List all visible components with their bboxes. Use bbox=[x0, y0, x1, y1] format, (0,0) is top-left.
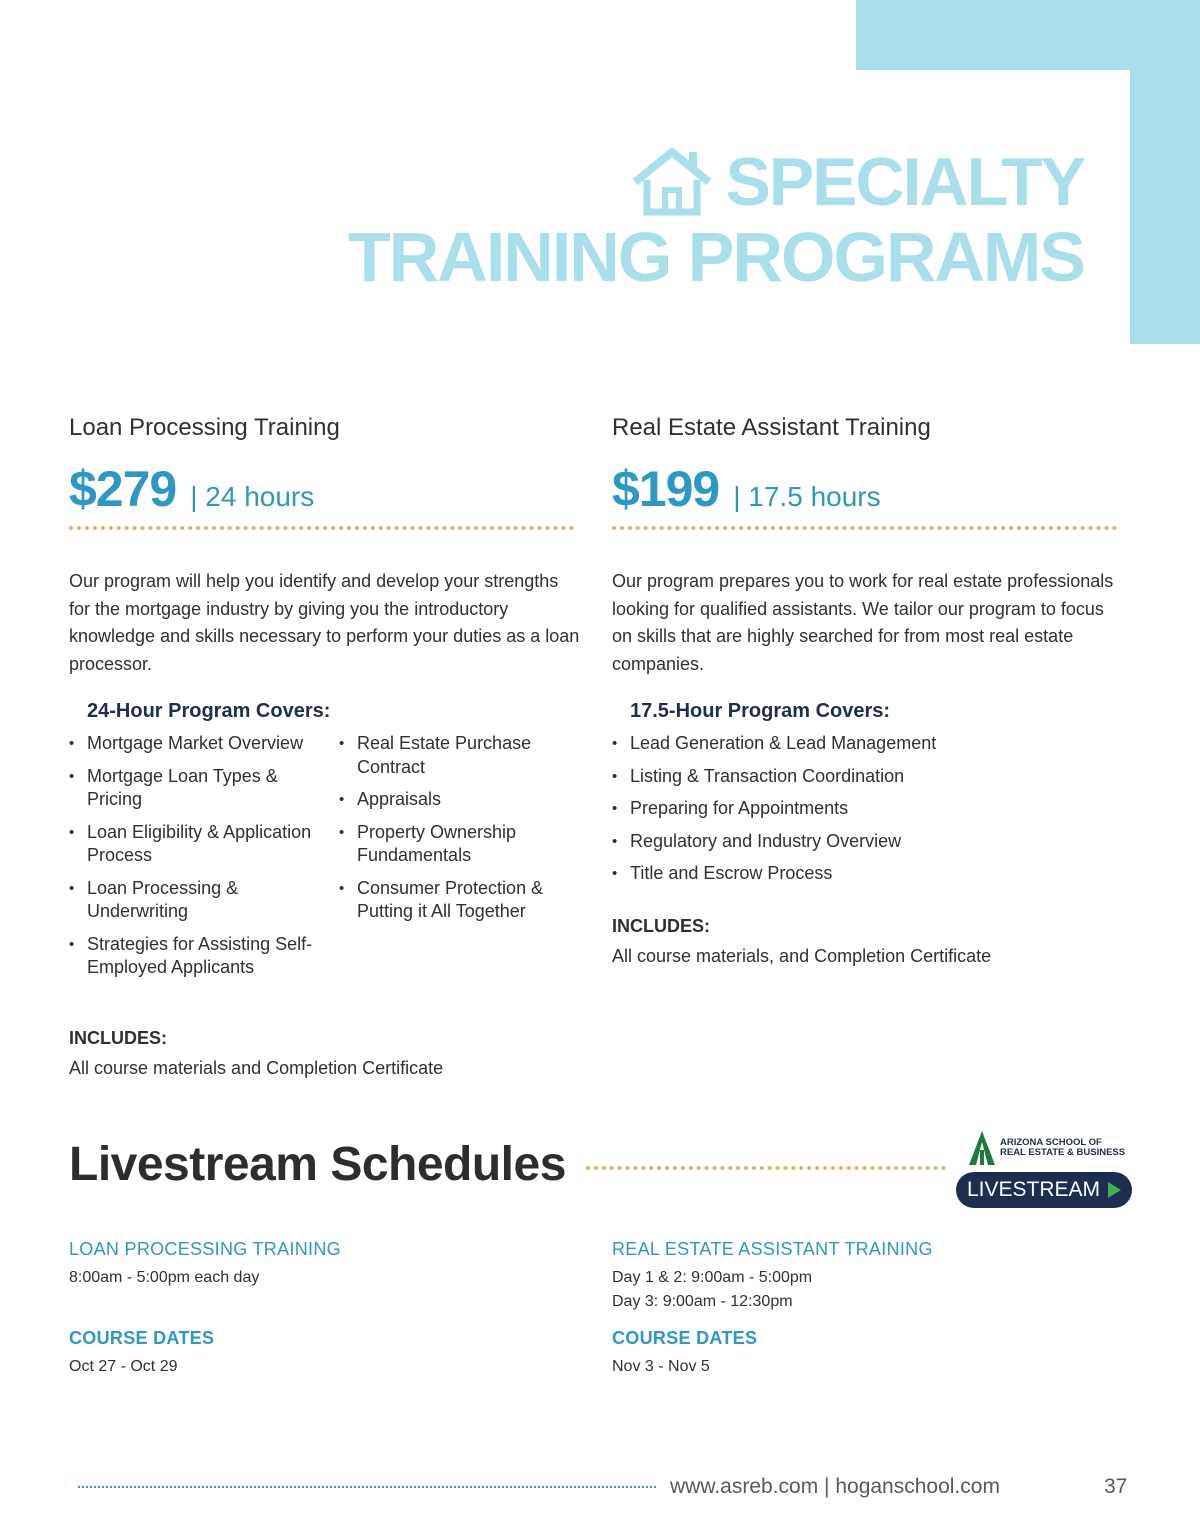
footer-website-links[interactable]: www.asreb.com | hoganschool.com bbox=[670, 1475, 1000, 1498]
list-item: • Regulatory and Industry Overview bbox=[612, 830, 1112, 854]
price-row bbox=[69, 460, 584, 518]
includes-label: INCLUDES: bbox=[612, 916, 710, 936]
play-icon bbox=[1108, 1182, 1121, 1198]
list-item: • Mortgage Loan Types & Pricing bbox=[69, 765, 319, 812]
includes-text: All course materials, and Completion Certificate bbox=[612, 946, 992, 966]
course-dates-label: COURSE DATES bbox=[612, 1328, 758, 1348]
course-dates-value: Oct 27 - Oct 29 bbox=[69, 1358, 178, 1375]
dotted-divider bbox=[612, 526, 1117, 530]
list-item: • Consumer Protection & Putting it All Together bbox=[339, 877, 574, 924]
schedule-time: 8:00am - 5:00pm each day bbox=[69, 1269, 260, 1286]
house-icon bbox=[629, 146, 715, 218]
decorative-band-right bbox=[1130, 0, 1200, 344]
program-description: Our program prepares you to work for real estate professionals looking for qualified assistants. We tailor our program to focus on skills that are highly searched for from most real estate companies. bbox=[612, 571, 1114, 674]
course-dates-loan bbox=[69, 1328, 214, 1379]
includes-block bbox=[612, 916, 991, 967]
course-dates-label: COURSE DATES bbox=[69, 1328, 215, 1348]
hours: | 24 hours bbox=[190, 481, 315, 512]
list-item: • Lead Generation & Lead Management bbox=[612, 732, 1112, 756]
list-item: • Loan Processing & Underwriting bbox=[69, 877, 319, 924]
loan-processing-section bbox=[69, 414, 584, 723]
course-dates-value: Nov 3 - Nov 5 bbox=[612, 1358, 710, 1375]
list-item: • Strategies for Assisting Self-Employed Applicants bbox=[69, 933, 319, 980]
includes-text: All course materials and Completion Certificate bbox=[69, 1058, 444, 1078]
covers-heading: 24-Hour Program Covers: bbox=[87, 700, 331, 722]
list-item: • Mortgage Market Overview bbox=[69, 732, 319, 756]
list-item: • Appraisals bbox=[339, 788, 574, 812]
list-item: • Loan Eligibility & Application Process bbox=[69, 821, 319, 868]
schedule-heading: REAL ESTATE ASSISTANT TRAINING bbox=[612, 1239, 933, 1259]
hours: | 17.5 hours bbox=[733, 481, 881, 512]
logo-line1: ARIZONA SCHOOL OF bbox=[1000, 1137, 1102, 1149]
includes-label: INCLUDES: bbox=[69, 1028, 167, 1048]
price: $199 bbox=[612, 461, 720, 517]
covers-list bbox=[612, 732, 1112, 895]
asreb-logo bbox=[968, 1130, 1132, 1166]
price-row bbox=[612, 460, 1127, 518]
includes-block bbox=[69, 1028, 443, 1079]
tree-logo-icon bbox=[968, 1130, 996, 1166]
schedule-real-estate-assistant bbox=[612, 1239, 1112, 1314]
program-description: Our program will help you identify and develop your strengths for the mortgage industry by giving you the introductory knowledge and skills necessary to perform your duties as a loan processor. bbox=[69, 571, 580, 674]
page-number: 37 bbox=[1104, 1475, 1128, 1498]
covers-list-col1 bbox=[69, 732, 319, 989]
footer-dotted-line bbox=[78, 1486, 656, 1488]
price: $279 bbox=[69, 461, 177, 517]
list-item: • Preparing for Appointments bbox=[612, 797, 1112, 821]
list-item: • Title and Escrow Process bbox=[612, 862, 1112, 886]
hero-title-line2: TRAINING PROGRAMS bbox=[348, 218, 1084, 296]
livestream-badge bbox=[956, 1172, 1132, 1208]
covers-list-col2 bbox=[339, 732, 574, 933]
program-title: Real Estate Assistant Training bbox=[612, 414, 931, 441]
livestream-heading: Livestream Schedules bbox=[69, 1138, 566, 1191]
dotted-divider bbox=[586, 1166, 946, 1170]
schedule-time: Day 1 & 2: 9:00am - 5:00pm bbox=[612, 1269, 813, 1286]
asreb-livestream-logo bbox=[956, 1130, 1132, 1208]
schedule-time: Day 3: 9:00am - 12:30pm bbox=[612, 1293, 793, 1310]
covers-heading: 17.5-Hour Program Covers: bbox=[630, 700, 891, 722]
livestream-badge-label: LIVESTREAM bbox=[966, 1178, 1101, 1201]
program-title: Loan Processing Training bbox=[69, 414, 340, 441]
list-item: • Real Estate Purchase Contract bbox=[339, 732, 574, 779]
course-dates-assistant bbox=[612, 1328, 757, 1379]
schedule-heading: LOAN PROCESSING TRAINING bbox=[69, 1239, 341, 1259]
list-item: • Property Ownership Fundamentals bbox=[339, 821, 574, 868]
hero-title-line1 bbox=[629, 146, 1084, 218]
hero-title-text1: SPECIALTY bbox=[725, 144, 1084, 220]
schedule-loan-processing bbox=[69, 1239, 569, 1290]
dotted-divider bbox=[69, 526, 574, 530]
real-estate-assistant-section bbox=[612, 414, 1127, 723]
list-item: • Listing & Transaction Coordination bbox=[612, 765, 1112, 789]
logo-line2: REAL ESTATE & BUSINESS bbox=[1000, 1147, 1126, 1158]
